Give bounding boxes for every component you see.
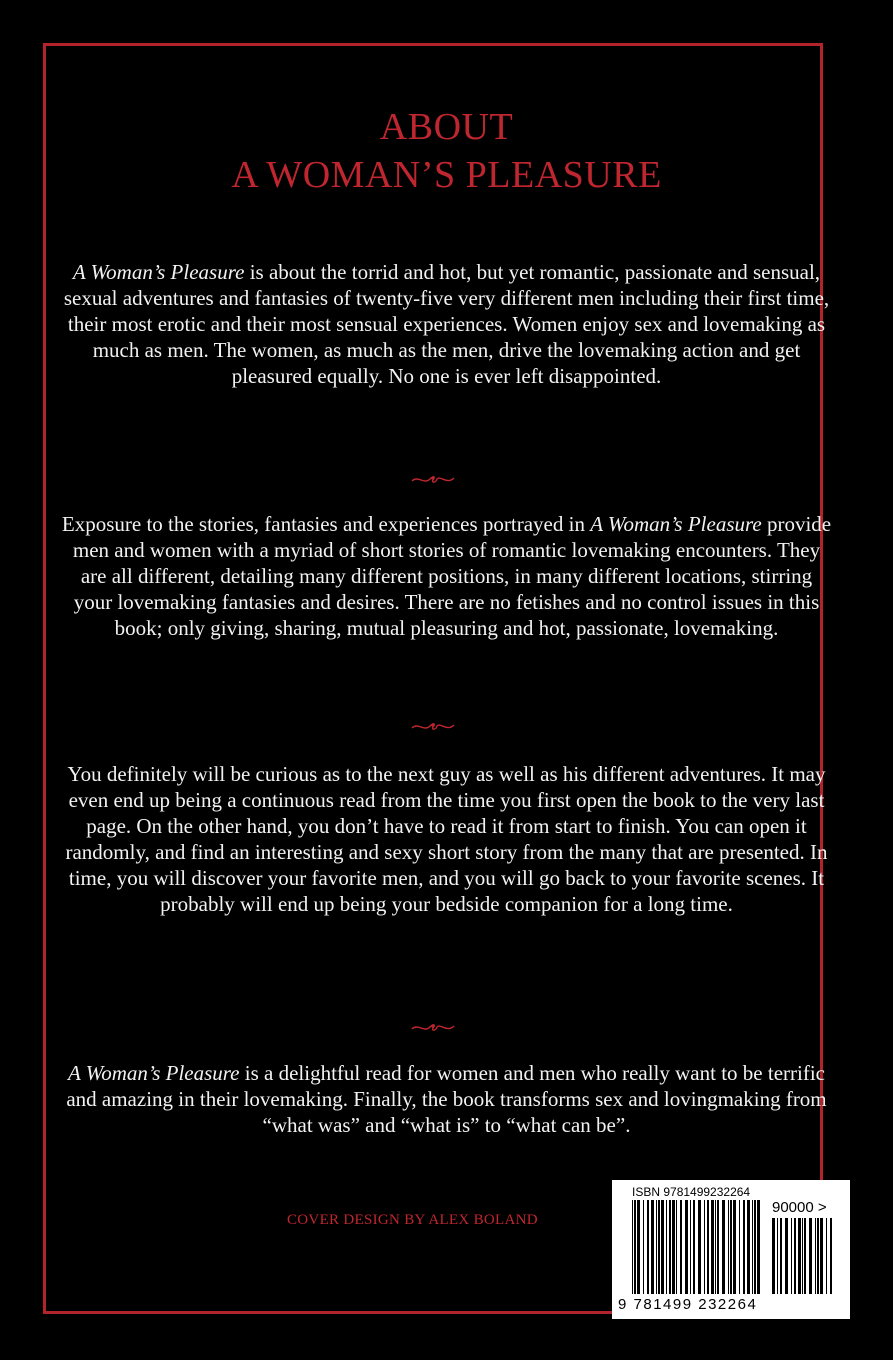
page-title: [0, 103, 893, 199]
book-title-italic: A Woman’s Pleasure: [72, 260, 245, 284]
book-title-italic: A Woman’s Pleasure: [590, 512, 762, 536]
paragraph-2-text-after: provide men and women with a myriad of short stories of romantic lovemaking encounters. They are all different, detailing many different positions, in many different locations, stirring your lovemaking fantasies and desires. There are no fetishes and no control issues in this book; only giving, sharing, mutual pleasuring and hot, passionate, lovemaking.: [72, 512, 832, 640]
cover-design-credit: COVER DESIGN BY ALEX BOLAND: [287, 1212, 538, 1228]
title-line-2: A WOMAN’S PLEASURE: [231, 154, 662, 196]
isbn-digits: 9 781499 232264: [618, 1296, 758, 1313]
paragraph-1-text: is about the torrid and hot, but yet romantic, passionate and sensual, sexual adventures and fantasies of twenty-five very different men including their first time, their most erotic and their most sensual experiences. Women enjoy sex and lovemaking as much as men. The women, as much as the men, drive the lovemaking action and get pleasured equally. No one is ever left disappointed.: [63, 260, 830, 388]
paragraph-3-text: You definitely will be curious as to the next guy as well as his different adventures. It may even end up being a continuous read from the time you first open the book to the very last page. On the other hand, you don’t have to read it from start to finish. You can open it randomly, and find an interesting and sexy short story from the many that are presented. In time, you will discover your favorite men, and you will go back to your favorite scenes. It probably will end up being your bedside companion for a long time.: [65, 762, 828, 916]
flourish-ornament-icon: [410, 719, 456, 733]
flourish-ornament-icon: [410, 472, 456, 486]
paragraph-2: [60, 511, 833, 641]
paragraph-3: [60, 761, 833, 917]
paragraph-4: [60, 1060, 833, 1138]
isbn-barcode: [612, 1180, 850, 1319]
paragraph-4-text: is a delightful read for women and men who really want to be terrific and amazing in their lovemaking. Finally, the book transforms sex and lovingmaking from “what was” and “what is” to “what can be”.: [66, 1061, 827, 1137]
book-title-italic: A Woman’s Pleasure: [68, 1061, 240, 1085]
isbn-label: ISBN 9781499232264: [632, 1185, 751, 1199]
paragraph-2-text-before: Exposure to the stories, fantasies and experiences portrayed in: [61, 512, 591, 536]
paragraph-1: [60, 259, 833, 389]
flourish-ornament-icon: [410, 1020, 456, 1034]
title-line-1: ABOUT: [379, 106, 514, 148]
price-code: 90000 >: [772, 1199, 827, 1216]
